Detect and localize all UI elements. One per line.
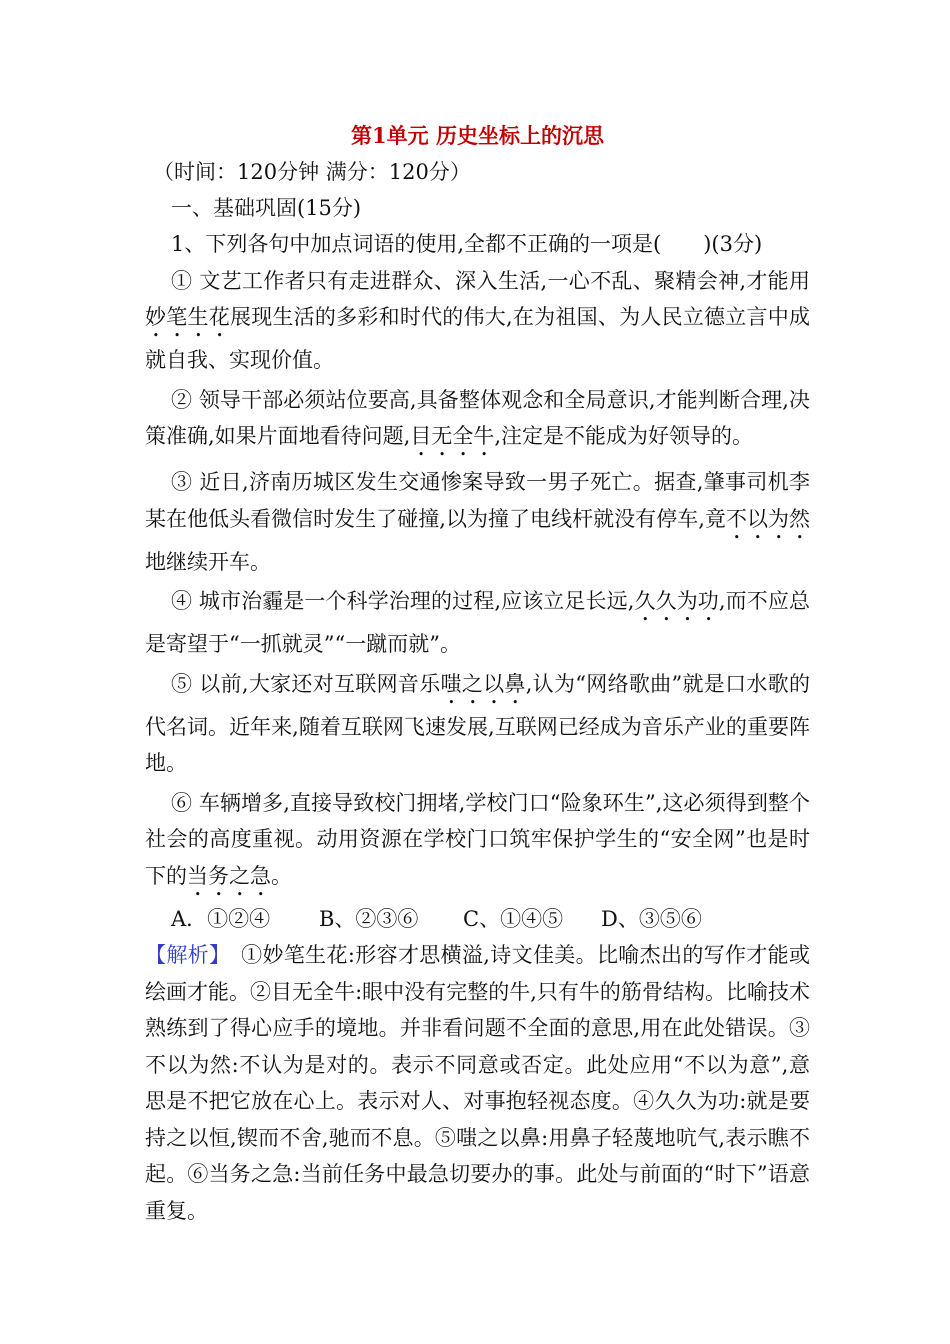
item-text: ① 文艺工作者只有走进群众、深入生活,一心不乱、聚精会神,才能用 xyxy=(171,268,810,293)
question-stem: 1、下列各句中加点词语的使用,全都不正确的一项是( )(3分) xyxy=(171,232,763,256)
analysis-block xyxy=(145,937,810,1229)
dotted-phrase: 当务之急 xyxy=(187,863,271,888)
question-item-5 xyxy=(145,666,810,782)
question-item-2 xyxy=(145,382,810,462)
item-text: ② 领导干部必须站位要高,具备整体观念和全局意识,才能判断合理,决策准确,如果片面地看待问题, xyxy=(145,387,810,448)
item-text: ⑥ 车辆增多,直接导致校门拥堵,学校门口“险象环生”,这必须得到整个社会的高度重视。动用资源在学校门口筑牢保护学生的“安全网”也是时下的 xyxy=(145,790,810,888)
item-text: ⑤ 以前,大家还对互联网音乐 xyxy=(171,671,441,696)
item-text: ,注定是不能成为好领导的。 xyxy=(494,424,754,448)
page-title: 第1单元 历史坐标上的沉思 xyxy=(351,123,604,148)
option-d: D、③⑤⑥ xyxy=(601,906,702,931)
question-item-4 xyxy=(145,583,810,663)
item-text: ③ 近日,济南历城区发生交通惨案导致一男子死亡。据查,肇事司机李某在他低头看微信时发生了碰撞,以为撞了电线杆就没有停车,竟 xyxy=(145,470,810,531)
item-text: ④ 城市治霾是一个科学治理的过程,应该立足长远, xyxy=(171,589,635,613)
exam-meta: （时间：120分钟 满分：120分） xyxy=(153,160,471,184)
analysis-text: ①妙笔生花:形容才思横溢,诗文佳美。比喻杰出的写作才能或绘画才能。②目无全牛:眼中没有完整的牛,只有牛的筋骨结构。比喻技术熟练到了得心应手的境地。并非看问题不全面的意思,用在此处错误。③不以为然:不认为是对的。表示不同意或否定。此处应用“不以为意”,意思是不把它放在心上。表示对人、对事抱轻视态度。④久久为功:就是要持之以恒,锲而不舍,驰而不息。⑤嗤之以鼻:用鼻子轻蔑地吭气,表示瞧不起。⑥当务之急:当前任务中最急切要办的事。此处与前面的“时下”语意重复。 xyxy=(145,943,810,1223)
question-item-6 xyxy=(145,785,810,901)
analysis-label: 【解析】 xyxy=(145,943,231,967)
document-page xyxy=(145,118,810,1229)
answer-options xyxy=(145,901,810,938)
question-item-3 xyxy=(145,464,810,580)
item-text: 展现生活的多彩和时代的伟大,在为祖国、为人民立德立言中成就自我、实现价值。 xyxy=(145,305,810,372)
section-heading: 一、基础巩固(15分) xyxy=(171,196,362,220)
item-text: 。 xyxy=(271,863,292,888)
dotted-phrase: 嗤之以鼻 xyxy=(440,671,526,696)
item-text: 地继续开车。 xyxy=(145,549,271,574)
question-item-1 xyxy=(145,263,810,379)
dotted-phrase: 妙笔生花 xyxy=(145,305,230,329)
item-text: ,而不应总是寄望于“一抓就灵”“一蹴而就”。 xyxy=(145,589,810,656)
dotted-phrase: 目无全牛 xyxy=(410,424,495,448)
option-a: A．①②④ xyxy=(171,906,271,931)
item-text: ,认为“网络歌曲”就是口水歌的代名词。近年来,随着互联网飞速发展,互联网已经成为音乐产业的重要阵地。 xyxy=(145,671,810,775)
dotted-phrase: 久久为功 xyxy=(634,589,719,613)
dotted-phrase: 不以为然 xyxy=(725,506,810,531)
option-c: C、①④⑤ xyxy=(463,906,564,931)
option-b: B、②③⑥ xyxy=(319,906,419,931)
